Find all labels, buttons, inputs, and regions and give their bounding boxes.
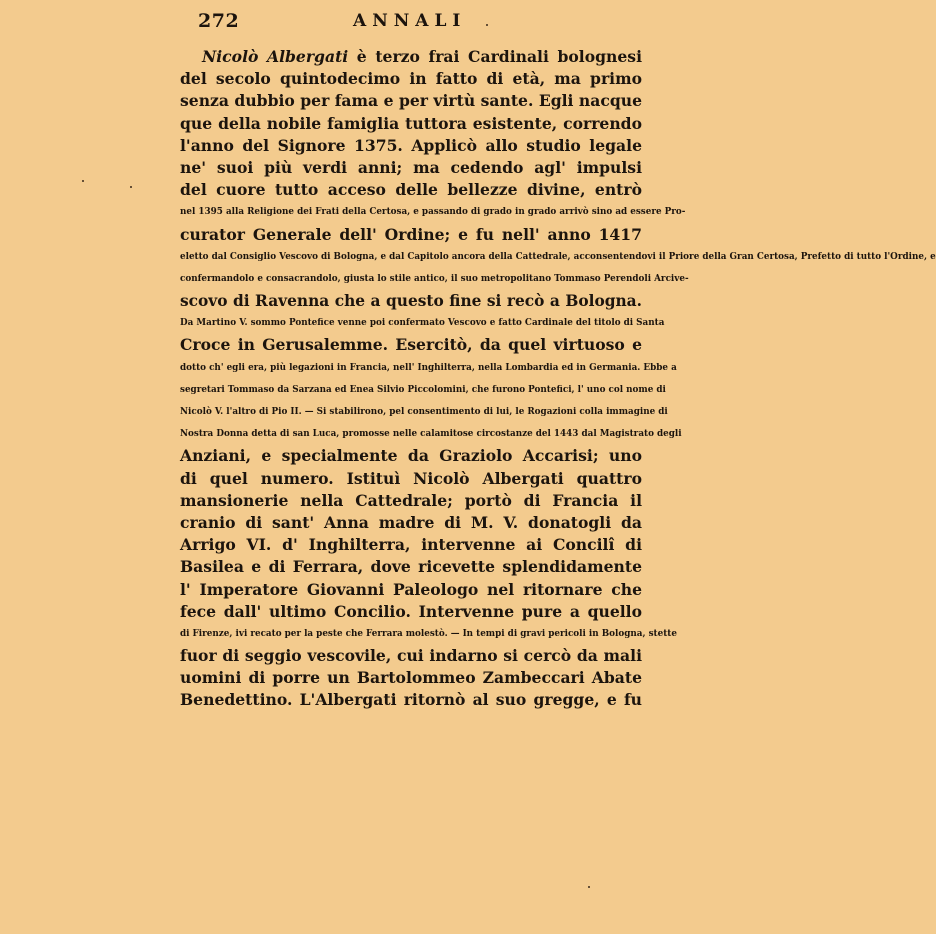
text-line: del cuore tutto acceso delle bellezze divine, entrò: [180, 180, 642, 200]
text-line: fuor di seggio vescovile, cui indarno si cercò da mali: [180, 646, 642, 666]
text-line: que della nobile famiglia tuttora esistente, correndo: [180, 113, 642, 133]
text-line: segretari Tommaso da Sarzana ed Enea Silvio Piccolomini, che furono Pontefici, l' uno col nome di: [180, 384, 666, 395]
text-line: senza dubbio per fama e per virtù sante. Egli nacque: [180, 91, 642, 111]
text-line: eletto dal Consiglio Vescovo di Bologna, e dal Capitolo ancora della Cattedrale, acconsentendovi il Priore della Gran Certosa, Prefetto di tutto l'Ordine, e: [180, 251, 936, 262]
paper-speck: [130, 186, 132, 188]
text-line: l'anno del Signore 1375. Applicò allo studio legale: [180, 135, 642, 155]
text-line: Croce in Gerusalemme. Esercitò, da quel virtuoso e: [180, 335, 642, 355]
paper-speck: [82, 180, 84, 182]
text-line: di quel numero. Istituì Nicolò Albergati quattro: [180, 468, 642, 488]
text-line: Basilea e di Ferrara, dove ricevette splendidamente: [180, 557, 642, 577]
text-line: Nicolò V. l'altro di Pio II. — Si stabilirono, pel consentimento di lui, le Rogazioni colla immagine di: [180, 407, 668, 417]
text-line: Anziani, e specialmente da Graziolo Accarisi; uno: [180, 446, 642, 466]
person-name: Nicolò Albergati: [202, 47, 349, 66]
page-header: [198, 10, 648, 34]
page-number: 272: [198, 10, 240, 32]
text-line: Da Martino V. sommo Pontefice venne poi confermato Vescovo e fatto Cardinale del titolo di Santa: [180, 318, 665, 329]
text-line: del secolo quintodecimo in fatto di età, ma primo: [180, 69, 642, 89]
text-line: confermandolo e consacrandolo, giusta lo stile antico, il suo metropolitano Tommaso Perendoli Arcive-: [180, 273, 689, 284]
text-line: di Firenze, ivi recato per la peste che Ferrara molestò. — In tempi di gravi pericoli in Bologna, stette: [180, 628, 677, 639]
text-line: mansionerie nella Cattedrale; portò di Francia il: [180, 490, 642, 510]
paper-speck: [588, 886, 590, 888]
text-line-1: [180, 46, 642, 68]
text-line: ne' suoi più verdi anni; ma cedendo agl' impulsi: [180, 157, 642, 177]
text-line: Nostra Donna detta di san Luca, promosse nelle calamitose circostanze del 1443 dal Magistrato degli: [180, 429, 682, 440]
text-line: dotto ch' egli era, più legazioni in Francia, nell' Inghilterra, nella Lombardia ed in Germania. Ebbe a: [180, 362, 677, 373]
text-line: fece dall' ultimo Concilio. Intervenne pure a quello: [180, 601, 642, 621]
text-line: scovo di Ravenna che a questo fine si recò a Bologna.: [180, 292, 642, 311]
text-line: l' Imperatore Giovanni Paleologo nel ritornare che: [180, 579, 642, 599]
paper-speck: [486, 24, 488, 26]
text-line: uomini di porre un Bartolommeo Zambeccari Abate: [180, 668, 642, 688]
body-text: [180, 46, 936, 712]
running-head: ANNALI: [353, 11, 467, 31]
text-line: Arrigo VI. d' Inghilterra, intervenne ai Concilî di: [180, 535, 642, 555]
text-line: curator Generale dell' Ordine; e fu nell' anno 1417: [180, 224, 642, 244]
text-line: nel 1395 alla Religione dei Frati della Certosa, e passando di grado in grado arrivò sino ad essere Pro-: [180, 207, 686, 218]
text-line-1-rest: è terzo frai Cardinali bolognesi: [348, 47, 642, 66]
text-line: cranio di sant' Anna madre di M. V. donatogli da: [180, 512, 642, 532]
text-line: Benedettino. L'Albergati ritornò al suo gregge, e fu: [180, 690, 642, 710]
